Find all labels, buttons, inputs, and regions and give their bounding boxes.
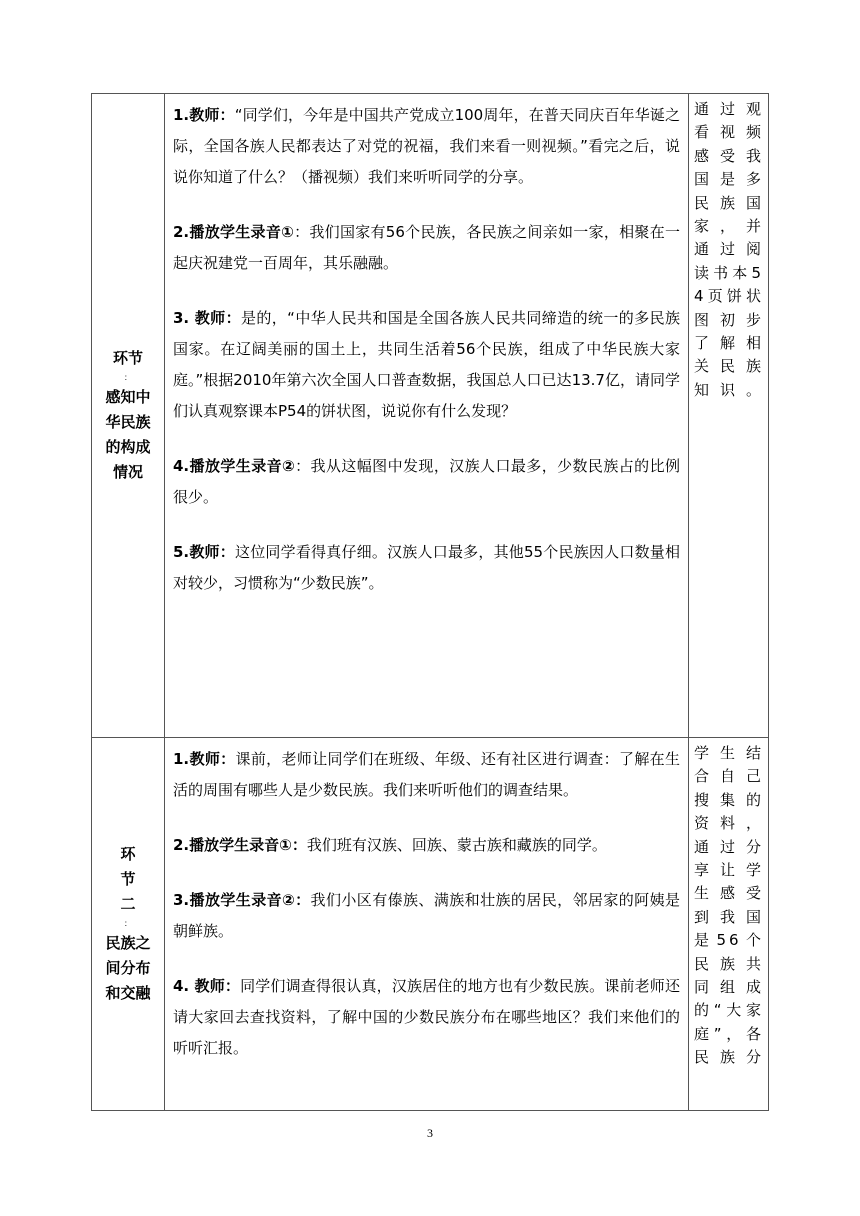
content-cell (165, 94, 689, 738)
paragraph: 1.教师：“同学们，今年是中国共产党成立100周年，在普天同庆百年华诞之际，全国各族人民都表达了对党的祝福，我们来看一则视频。”看完之后，说说你知道了什么？（播视频）我们来听听同学的分享。 (173, 106, 681, 186)
stage-topic: 感知中华民族的构成情况 (105, 388, 151, 481)
stage-cell (92, 738, 165, 1111)
stage-separator: ： (124, 373, 132, 382)
paragraph: 2.播放学生录音①：我们国家有56个民族，各民族之间亲如一家，相聚在一起庆祝建党一百周年，其乐融融。 (173, 223, 680, 272)
stage-separator: ： (124, 919, 132, 928)
paragraph: 3. 教师：是的，“中华人民共和国是全国各族人民共同缔造的统一的多民族国家。在辽阔美丽的国土上，共同生活着56个民族，组成了中华民族大家庭。”根据2010年第六次全国人口普查数据，我国总人口已达13.7亿，请同学们认真观察课本P54的饼状图，说说你有什么发现？ (173, 309, 680, 420)
content-cell (165, 738, 689, 1111)
paragraph: 4.播放学生录音②：我从这幅图中发现，汉族人口最多，少数民族占的比例很少。 (173, 457, 680, 506)
page-number: 3 (427, 1126, 433, 1140)
paragraph: 4. 教师：同学们调查得很认真，汉族居住的地方也有少数民族。课前老师还请大家回去查找资料，了解中国的少数民族分布在哪些地区？我们来他们的听听汇报。 (173, 977, 680, 1057)
stage-title: 环节二 (120, 845, 136, 913)
note-cell: 通过观看视频感受我国是多民族国家，并通过阅读书本54页饼状图初步了解相关民族知识。 (689, 94, 769, 738)
paragraph: 3.播放学生录音②：我们小区有傣族、满族和壮族的居民，邻居家的阿姨是朝鲜族。 (173, 891, 680, 940)
stage-title: 环节 (112, 349, 143, 367)
lesson-plan-table (91, 93, 769, 1111)
table-row (92, 738, 769, 1111)
paragraph: 2.播放学生录音①：我们班有汉族、回族、蒙古族和藏族的同学。 (173, 836, 607, 854)
paragraph: 1.教师：课前，老师让同学们在班级、年级、还有社区进行调查：了解在生活的周围有哪些人是少数民族。我们来听听他们的调查结果。 (173, 750, 680, 799)
stage-cell (92, 94, 165, 738)
paragraph: 5.教师：这位同学看得真仔细。汉族人口最多，其他55个民族因人口数量相对较少，习惯称为“少数民族”。 (173, 543, 680, 592)
stage-topic: 民族之间分布和交融 (105, 934, 151, 1002)
table-row (92, 94, 769, 738)
note-cell: 学生结合自己搜集的资料，通过分享让学生感受到我国是56个民族共同组成的“大家庭”，各民族分 (689, 738, 769, 1111)
